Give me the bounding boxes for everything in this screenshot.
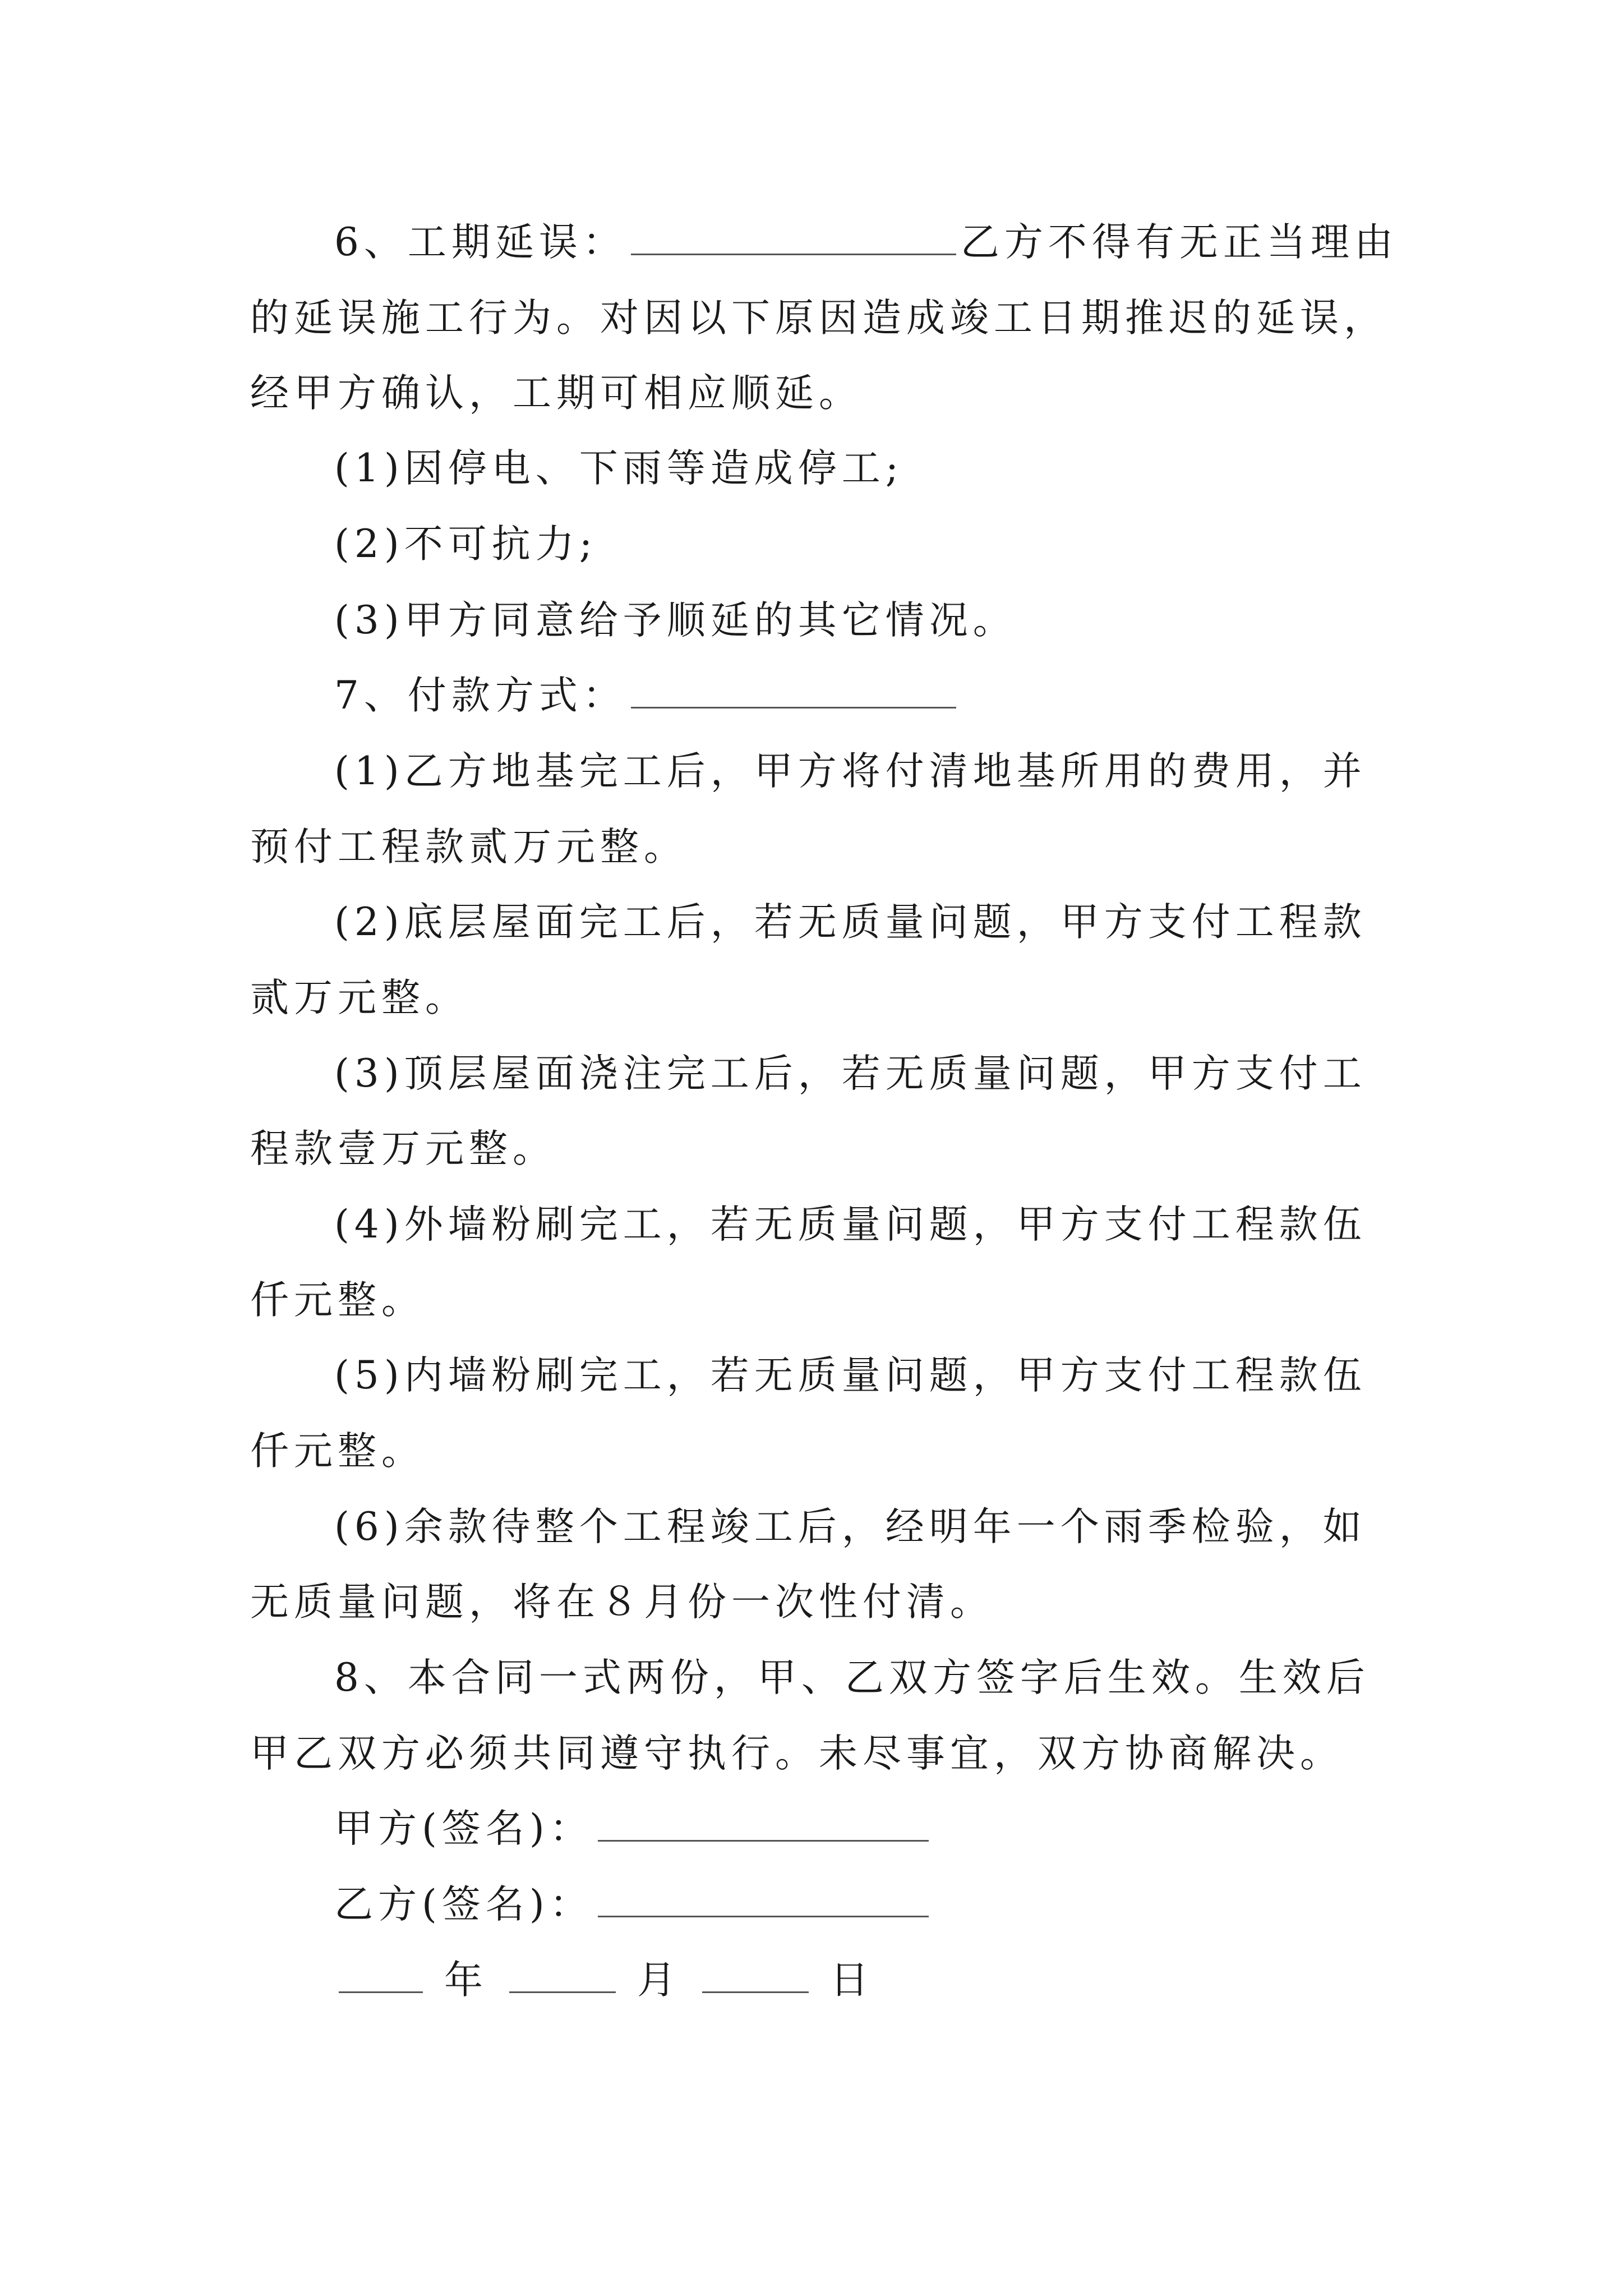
item7-sub1-b: 预付工程款贰万元整。 bbox=[250, 825, 688, 869]
year-field[interactable] bbox=[339, 1962, 423, 1993]
item8-line2: 甲乙双方必须共同遵守执行。未尽事宜，双方协商解决。 bbox=[250, 1731, 1344, 1776]
item7-heading bbox=[334, 668, 961, 724]
item6-line1 bbox=[334, 214, 1398, 270]
year-label: 年 bbox=[444, 1958, 488, 2003]
item6-line3: 经甲方确认，工期可相应顺延。 bbox=[250, 371, 863, 416]
day-field[interactable] bbox=[702, 1962, 809, 1993]
item7-sub1-a: (1)乙方地基完工后，甲方将付清地基所用的费用，并 bbox=[334, 749, 1367, 794]
item7-sub5-a: (5)内墙粉刷完工，若无质量问题，甲方支付工程款伍 bbox=[334, 1353, 1367, 1398]
signature-party-a bbox=[334, 1801, 933, 1857]
item6-sub2: (2)不可抗力; bbox=[334, 522, 597, 567]
month-field[interactable] bbox=[509, 1962, 616, 1993]
date-line bbox=[334, 1952, 874, 2008]
item6-sub1: (1)因停电、下雨等造成停工; bbox=[334, 446, 903, 491]
item6-label: 6、工期延误： bbox=[334, 220, 626, 265]
item7-blank bbox=[631, 678, 956, 708]
item7-sub4-b: 仟元整。 bbox=[250, 1278, 425, 1323]
item8-line1: 8、本合同一式两份，甲、乙双方签字后生效。生效后 bbox=[334, 1655, 1370, 1700]
item6-rest: 乙方不得有无正当理由 bbox=[960, 220, 1398, 265]
party-a-label: 甲方(签名)： bbox=[334, 1806, 593, 1851]
item6-line2: 的延误施工行为。对因以下原因造成竣工日期推迟的延误， bbox=[250, 296, 1387, 341]
month-label: 月 bbox=[637, 1958, 681, 2003]
signature-party-b bbox=[334, 1876, 933, 1932]
item7-sub6-b: 无质量问题，将在８月份一次性付清。 bbox=[250, 1580, 994, 1625]
day-label: 日 bbox=[830, 1958, 874, 2003]
item7-label: 7、付款方式： bbox=[334, 673, 626, 718]
item7-sub3-b: 程款壹万元整。 bbox=[250, 1126, 556, 1171]
item7-sub4-a: (4)外墙粉刷完工，若无质量问题，甲方支付工程款伍 bbox=[334, 1202, 1367, 1247]
item6-blank bbox=[631, 224, 956, 255]
item6-sub3: (3)甲方同意给予顺延的其它情况。 bbox=[334, 598, 1017, 643]
item7-sub6-a: (6)余款待整个工程竣工后，经明年一个雨季检验，如 bbox=[334, 1504, 1367, 1549]
item7-sub3-a: (3)顶层屋面浇注完工后，若无质量问题，甲方支付工 bbox=[334, 1051, 1367, 1096]
party-a-signature-field[interactable] bbox=[598, 1811, 929, 1842]
item7-sub5-b: 仟元整。 bbox=[250, 1429, 425, 1474]
item7-sub2-a: (2)底层屋面完工后，若无质量问题，甲方支付工程款 bbox=[334, 900, 1367, 945]
party-b-label: 乙方(签名)： bbox=[334, 1882, 593, 1927]
item7-sub2-b: 贰万元整。 bbox=[250, 976, 469, 1020]
party-b-signature-field[interactable] bbox=[598, 1887, 929, 1917]
